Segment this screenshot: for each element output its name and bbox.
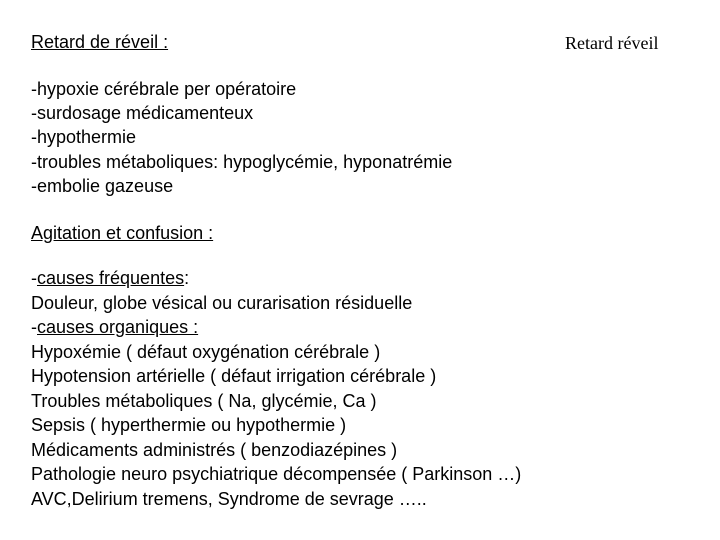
reveil-causes-list — [31, 77, 691, 198]
list-item: Troubles métaboliques ( Na, glycémie, Ca ) — [31, 390, 377, 411]
list-item: -troubles métaboliques: hypoglycémie, hyponatrémie — [31, 151, 453, 172]
section-title-agitation — [31, 222, 275, 244]
list-item: Médicaments administrés ( benzodiazépines ) — [31, 439, 398, 460]
list-item: -surdosage médicamenteux — [31, 103, 254, 124]
list-item: -hypothermie — [31, 127, 137, 148]
section-title-agitation-text: Agitation et confusion : — [31, 223, 214, 243]
list-item: Hypotension artérielle ( défaut irrigation cérébrale ) — [31, 366, 437, 386]
organic-label: causes organiques : — [37, 317, 199, 337]
list-item: Hypoxémie ( défaut oxygénation cérébrale ) — [31, 341, 381, 362]
list-item: -hypoxie cérébrale per opératoire — [31, 79, 297, 99]
list-item: -embolie gazeuse — [31, 175, 174, 196]
list-item: Douleur, globe vésical ou curarisation résiduelle — [31, 292, 413, 313]
frequent-label: causes fréquentes — [37, 268, 185, 288]
slide-label-right: Retard réveil — [565, 33, 659, 53]
agitation-causes-list — [31, 266, 701, 511]
organic-causes-heading — [31, 315, 701, 340]
organic-prefix: - — [31, 317, 37, 337]
frequent-suffix: : — [184, 268, 190, 288]
frequent-prefix: - — [31, 268, 37, 288]
list-item: Sepsis ( hyperthermie ou hypothermie ) — [31, 415, 347, 435]
title-underline-trail — [213, 238, 275, 239]
list-item: Pathologie neuro psychiatrique décompensée ( Parkinson …) — [31, 464, 522, 484]
list-item: AVC,Delirium tremens, Syndrome de sevrage ….. — [31, 488, 427, 509]
frequent-causes-heading — [31, 266, 701, 291]
section-title-retard-reveil: Retard de réveil : — [31, 32, 169, 52]
